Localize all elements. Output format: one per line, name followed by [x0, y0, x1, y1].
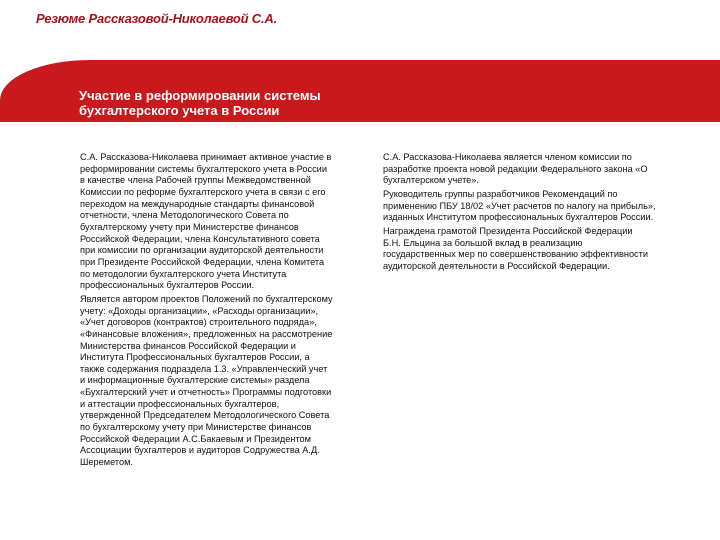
text-line: отчетности, члена Методологического Совета по — [80, 210, 289, 221]
text-line: «Финансовые вложения», предложенных на рассмотрение — [80, 328, 333, 339]
paragraph — [80, 294, 370, 469]
text-line: аудиторской деятельности в Российской Федерации. — [383, 260, 610, 271]
text-line: Ассоциации бухгалтеров и аудиторов Содружества А.Д. — [80, 445, 320, 456]
paragraph — [80, 152, 370, 292]
text-line: С.А. Рассказова-Николаева принимает активное участие в — [80, 152, 332, 162]
paragraph — [383, 226, 693, 273]
text-line: бухгалтерскому учету при Министерстве финансов — [80, 221, 299, 232]
text-line: государственных мер по совершенствованию эффективности — [383, 249, 648, 260]
text-line: С.А. Рассказова-Николаева является членом комиссии по — [383, 152, 632, 162]
text-line: учету: «Доходы организации», «Расходы организации», — [80, 305, 319, 316]
text-line: при комиссии по организации аудиторской деятельности — [80, 245, 324, 256]
page-title: Резюме Рассказовой-Николаевой С.А. — [36, 11, 277, 26]
text-line: в качестве члена Рабочей группы Межведомственной — [80, 175, 311, 186]
text-line: Комиссии по реформе бухгалтерского учета в связи с его — [80, 186, 326, 197]
section-heading-line: Участие в реформировании системы — [79, 88, 321, 103]
text-line: «Учет договоров (контрактов) строительного подряда», — [80, 317, 317, 328]
text-line: и информационные бухгалтерские системы» раздела — [80, 375, 310, 386]
text-line: Шереметом. — [80, 457, 133, 468]
text-line: Министерства финансов Российской Федерации и — [80, 340, 296, 351]
text-line: по методологии бухгалтерского учета Института — [80, 268, 287, 279]
text-line: профессиональных бухгалтеров России. — [80, 280, 255, 291]
text-line: Награждена грамотой Президента Российской Федерации — [383, 225, 633, 236]
text-line: Б.Н. Ельцина за большой вклад в реализацию — [383, 237, 583, 248]
text-line: Является автором проектов Положений по бухгалтерскому — [80, 293, 333, 304]
text-line: Института Профессиональных бухгалтеров России, а — [80, 352, 310, 363]
right-column — [383, 152, 693, 275]
paragraph — [383, 152, 693, 187]
text-line: разработке проекта новой редакции Федерального закона «О — [383, 163, 648, 174]
text-line: «Бухгалтерский учет и отчетность» Программы подготовки — [80, 387, 332, 398]
text-line: и аттестации профессиональных бухгалтеров, — [80, 398, 280, 409]
paragraph — [383, 189, 693, 224]
text-line: по бухгалтерскому учету при Министерстве финансов — [80, 422, 312, 433]
text-line: реформировании системы бухгалтерского учета в России — [80, 163, 327, 174]
text-line: Российской Федерации А.С.Бакаевым и Президентом — [80, 433, 311, 444]
text-line: Руководитель группы разработчиков Рекомендаций по — [383, 188, 618, 199]
text-line: бухгалтерском учете». — [383, 175, 479, 186]
section-heading-line: бухгалтерского учета в России — [79, 103, 280, 118]
text-line: утвержденной Председателем Методологического Совета — [80, 410, 330, 421]
text-line: применению ПБУ 18/02 «Учет расчетов по налогу на прибыль», — [383, 200, 656, 211]
text-line: также содержания подраздела 1.3. «Управленческий учет — [80, 363, 328, 374]
text-line: Российской Федерации, члена Консультативного совета — [80, 233, 320, 244]
left-column — [80, 152, 370, 471]
section-heading — [79, 88, 321, 118]
text-line: изданных Институтом профессиональных бухгалтеров России. — [383, 212, 654, 223]
text-line: переходом на международные стандарты финансовой — [80, 198, 315, 209]
text-line: при Президенте Российской Федерации, члена Комитета — [80, 256, 325, 267]
